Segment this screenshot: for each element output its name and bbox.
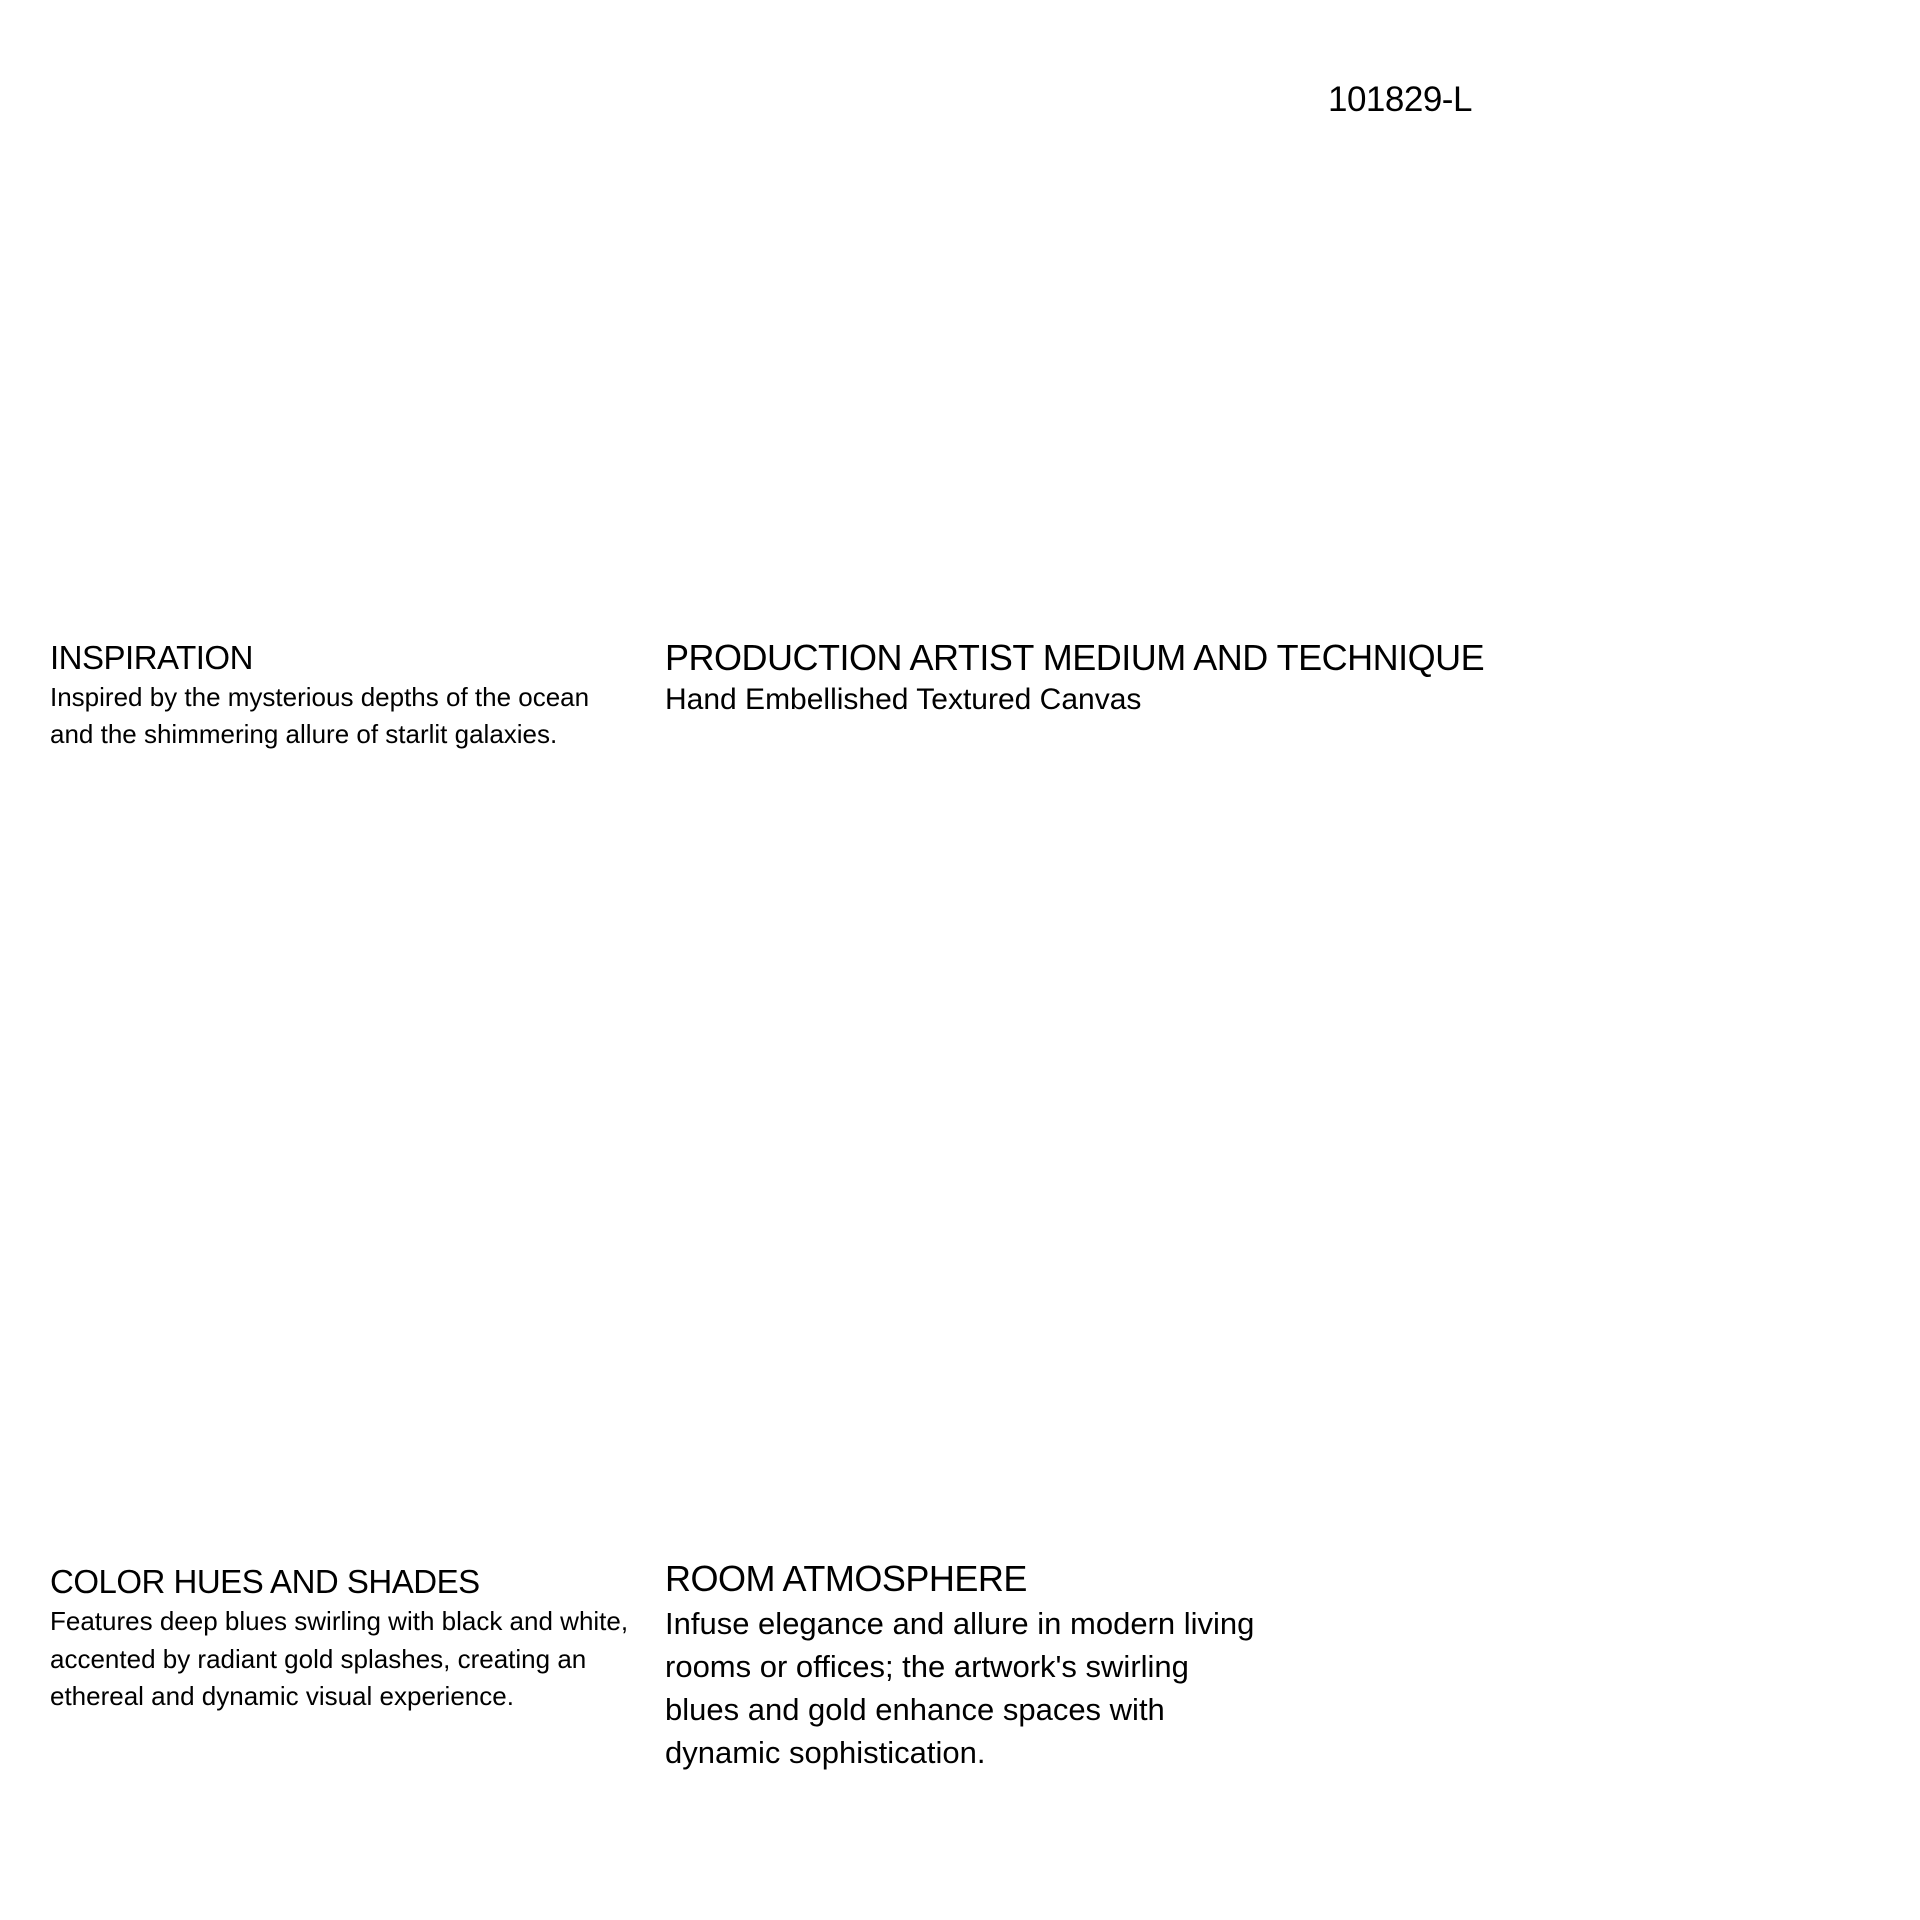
- production-section: [665, 635, 1565, 720]
- room-atmosphere-heading: ROOM ATMOSPHERE: [665, 1558, 1027, 1599]
- inspiration-section: [50, 637, 610, 753]
- production-text: Hand Embellished Textured Canvas: [665, 683, 1142, 716]
- room-atmosphere-text: Infuse elegance and allure in modern living rooms or offices; the artwork's swirling blues and gold enhance spaces with dynamic sophistication.: [665, 1606, 1255, 1770]
- color-hues-heading: COLOR HUES AND SHADES: [50, 1563, 480, 1600]
- color-hues-text: Features deep blues swirling with black and white, accented by radiant gold splashes, creating an ethereal and dynamic visual experience.: [50, 1606, 629, 1711]
- inspiration-heading: INSPIRATION: [50, 639, 253, 676]
- color-hues-section: [50, 1561, 630, 1716]
- room-atmosphere-section: [665, 1555, 1265, 1774]
- production-heading: PRODUCTION ARTIST MEDIUM AND TECHNIQUE: [665, 637, 1485, 678]
- product-sku: 101829-L: [1328, 80, 1472, 119]
- inspiration-text: Inspired by the mysterious depths of the ocean and the shimmering allure of starlit galaxies.: [50, 682, 590, 749]
